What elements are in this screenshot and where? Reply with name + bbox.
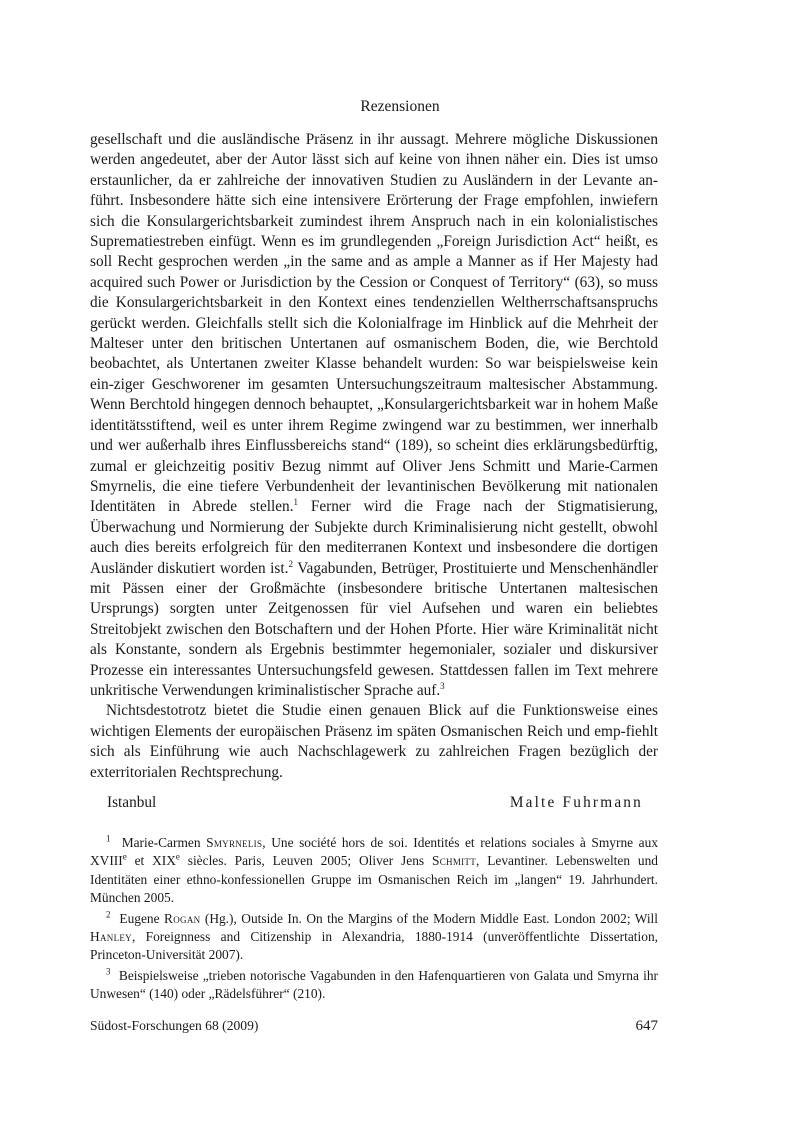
footnote-1-superscript: e	[175, 851, 180, 862]
journal-citation: Südost-Forschungen 68 (2009)	[90, 1018, 259, 1033]
footnote-3	[90, 967, 658, 1004]
footnote-3-text: Beispielsweise „trieben notorische Vagabunden in den Hafenquartieren von Galata und Smyrna ihr Unwesen“ (140) oder „Rädelsführer“ (210).	[90, 967, 658, 1002]
running-header: Rezensionen	[360, 98, 440, 115]
footnote-1-text: siècles. Paris, Leuven 2005; Oliver Jens	[179, 853, 432, 869]
footnote-1-superscript: e	[122, 851, 127, 862]
paragraph-1	[90, 130, 658, 701]
footnote-1-text: , Une société hors de soi. Identités et relations sociales à Smyrne aux XVIII	[90, 835, 659, 869]
page-footer	[90, 1018, 658, 1035]
footnote-2-text: Eugene	[119, 910, 164, 926]
footnote-1-text: Marie-Carmen	[121, 835, 207, 850]
main-text	[90, 130, 658, 783]
footnote-2	[90, 910, 658, 965]
paragraph-2: Nichtsdestotrotz bietet die Studie einen genauen Blick auf die Funktionsweise eines wichtigen Elements der europäischen Präsenz im späten Osmanischen Reich und emp-fiehlt sich als Einführung wie auch Nachschlagewerk zu zahlreichen Fragen bezüglich der exterritorialen Rechtsprechung.	[90, 702, 658, 781]
footnote-2-number: 2	[106, 909, 111, 920]
footnote-2-text: , Foreignness and Citizenship in Alexandria, 1880-1914 (unveröffentlichte Dissertation, Princeton-Universität 2007).	[90, 929, 658, 963]
review-signature	[107, 794, 643, 812]
paragraph-1-part-3: Vagabunden, Betrüger, Prostituierte und Menschenhändler mit Pässen einer der Großmächte (insbesondere britische Untertanen maltesischen Ursprungs) sorgten unter Zeitgenossen für viel Aufsehen und waren ein beliebtes Streitobjekt zwischen den Botschaftern und der Hohen Pforte. Hier wäre Kriminalität nicht als Konstante, sondern als Ergebnis bestimmter hegemonialer, sozialer und diskursiver Prozesse ein interessantes Untersuchungsfeld gewesen. Stattdessen fallen im Text mehrere unkritische Verwendungen kriminalistischer Sprache auf.	[90, 559, 658, 699]
footnote-2-author-hanley: Hanley	[90, 929, 132, 945]
footnote-1	[90, 834, 658, 908]
footnote-1-author-schmitt: Schmitt	[431, 853, 477, 869]
footnote-ref-1[interactable]: 1	[293, 497, 299, 508]
footnote-2-author-rogan: Rogan	[163, 910, 201, 926]
footnote-ref-2[interactable]: 2	[288, 558, 293, 569]
signature-author: Malte Fuhrmann	[509, 794, 643, 811]
footnote-2-text: (Hg.), Outside In. On the Margins of the Modern Middle East. London 2002; Will	[200, 910, 658, 926]
paragraph-1-part-1: gesellschaft und die ausländische Präsenz in ihr aussagt. Mehrere mögliche Diskussionen werden angedeutet, aber der Autor lässt sich auf keine von ihnen näher ein. Dies ist umso erstaunlicher, da er zahlreiche der innovativen Studien zu Ausländern in der Levante an-führt. Insbesondere hätte sich eine intensivere Erörterung der Frage empfohlen, inwiefern sich die Konsulargerichtsbarkeit zumindest ihrem Anspruch nach in ein kolonialistisches Suprematiestreben einfügt. Wenn es im grundlegenden „Foreign Jurisdiction Act“ heißt, es soll Recht gesprochen werden „in the same and as ample a Manner as if Her Majesty had acquired such Power or Jurisdiction by the Cession or Conquest of Territory“ (63), so muss die Konsulargerichtsbarkeit in den Kontext eines tendenziellen Weltherrschaftsanspruchs gerückt werden. Gleichfalls stellt sich die Kolonialfrage im Hinblick auf die Mehrheit der Malteser unter den britischen Untertanen auf osmanischem Boden, die, wie Berchtold beobachtet, als Untertanen zweiter Klasse behandelt wurden: So war beispielsweise kein ein-ziger Geschworener im gesamten Untersuchungszeitraum maltesischer Abstammung. Wenn Berchtold hingegen dennoch behauptet, „Konsulargerichtsbarkeit war in hohem Maße identitätsstiftend, weil es unter ihrem Regime zwingend war zu bestimmen, wer innerhalb und wer außerhalb ihres Einflussbereichs stand“ (189), so scheint dies erklärungsbedürftig, zumal er gleichzeitig positiv Bezug nimmt auf Oliver Jens Schmitt und Marie-Carmen Smyrnelis, die eine tiefere Verbundenheit der levantinischen Bevölkerung mit nationalen Identitäten in Abrede stellen.	[90, 131, 658, 516]
footnote-1-text: , Levantiner. Lebenswelten und Identitäten einer ethno-konfessionellen Gruppe im Osmanischen Reich im „langen“ 19. Jahrhundert. München 2005.	[90, 853, 658, 906]
footnote-1-author-smyrnelis: Smyrnelis	[206, 835, 263, 850]
footnotes	[90, 834, 658, 1004]
footnote-ref-3[interactable]: 3	[440, 680, 445, 691]
footnote-3-number: 3	[106, 966, 111, 977]
page-number: 647	[635, 1018, 658, 1034]
signature-place: Istanbul	[107, 794, 157, 811]
paragraph-1-part-2: Ferner wird die Frage nach der Stigmatisierung, Überwachung und Normierung der Subjekte durch Kriminalisierung nicht gestellt, obwohl auch dies bereits erfolgreich für den mediterranen Kontext und insbesondere die dortigen Ausländer diskutiert worden ist.	[90, 498, 658, 577]
footnote-1-number: 1	[106, 833, 111, 844]
footnote-1-text: et XIX	[126, 853, 176, 869]
